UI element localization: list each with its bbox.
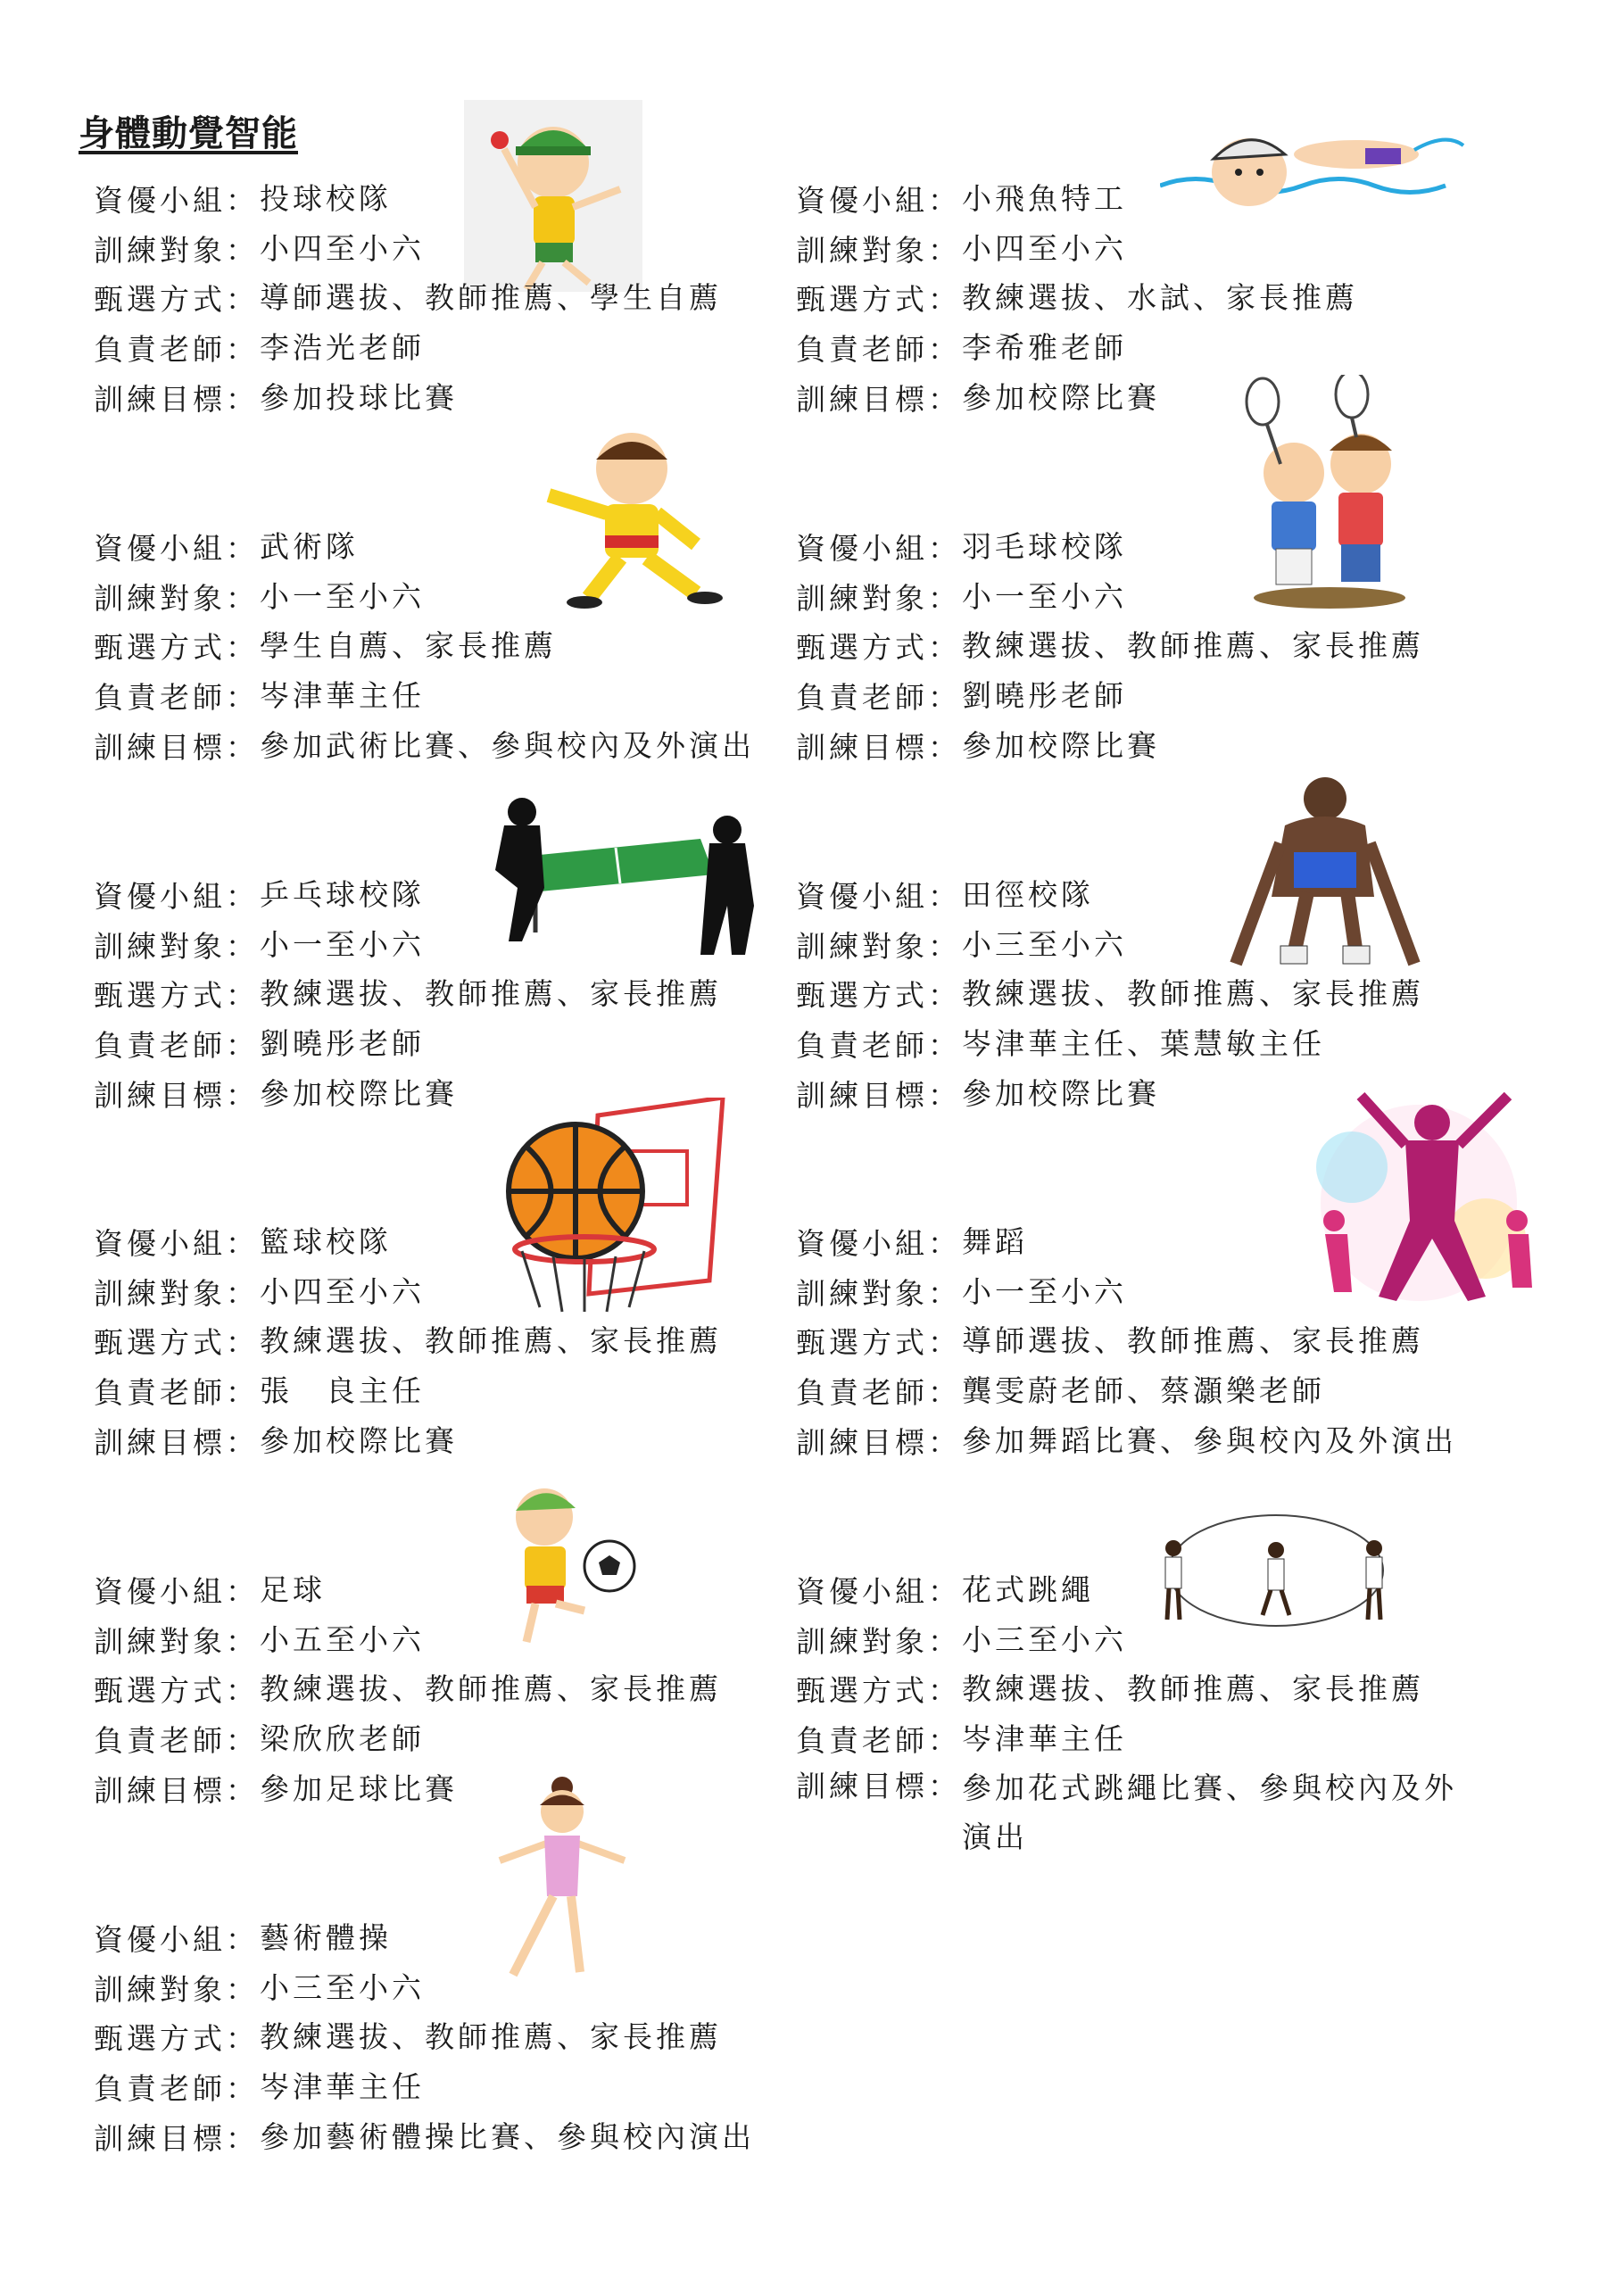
group-row (796, 870, 1474, 920)
group-row (796, 522, 1474, 572)
group-row (796, 174, 1474, 224)
goal-value: 參加校際比賽 (260, 1422, 458, 1458)
select-row (796, 969, 1474, 1019)
target-value: 小三至小六 (962, 1621, 1127, 1657)
goal-value: 參加校際比賽 (962, 379, 1160, 415)
goal-row (94, 2111, 772, 2161)
group-row (94, 870, 772, 920)
teacher-row (94, 671, 772, 721)
group-label: 資優小組： (94, 1922, 259, 1958)
goal-value: 參加投球比賽 (260, 379, 458, 415)
group-label: 資優小組： (796, 531, 961, 567)
select-value: 教練選拔、教師推薦、家長推薦 (962, 1671, 1424, 1707)
select-value: 教練選拔、教師推薦、家長推薦 (260, 1671, 722, 1707)
group-value: 田徑校隊 (962, 877, 1094, 913)
target-row (94, 1267, 772, 1317)
target-row (94, 920, 772, 970)
group-value: 足球 (260, 1572, 326, 1608)
teacher-row (94, 2062, 772, 2112)
teacher-label: 負責老師： (94, 680, 259, 716)
group-label: 資優小組： (94, 183, 259, 219)
select-label: 甄選方式： (796, 630, 961, 666)
goal-value: 參加藝術體操比賽、參與校內演出 (260, 2118, 755, 2154)
target-row (94, 1963, 772, 2013)
select-value: 導師選拔、教師推薦、學生自薦 (260, 280, 722, 316)
goal-row (94, 1068, 772, 1118)
goal-label: 訓練目標： (94, 2120, 259, 2156)
target-value: 小一至小六 (260, 926, 425, 962)
target-row (796, 1267, 1474, 1317)
group-value: 舞蹈 (962, 1224, 1028, 1260)
select-value: 教練選拔、教師推薦、家長推薦 (260, 2019, 722, 2055)
teacher-row (94, 1714, 772, 1764)
teacher-value: 張 良主任 (260, 1373, 425, 1409)
target-label: 訓練對象： (94, 928, 259, 964)
select-value: 教練選拔、教師推薦、家長推薦 (962, 628, 1424, 664)
goal-label: 訓練目標： (94, 1077, 259, 1113)
goal-value: 參加足球比賽 (260, 1770, 458, 1806)
group-label: 資優小組： (796, 1574, 961, 1610)
target-row (94, 224, 772, 274)
select-label: 甄選方式： (94, 978, 259, 1014)
teacher-value: 岑津華主任 (260, 678, 425, 714)
select-value: 學生自薦、家長推薦 (260, 628, 557, 664)
target-row (94, 1615, 772, 1665)
goal-value: 參加武術比賽、參與校內及外演出 (260, 727, 755, 763)
group-value: 花式跳繩 (962, 1572, 1094, 1608)
select-label: 甄選方式： (796, 1673, 961, 1709)
group-value: 武術隊 (260, 529, 359, 565)
select-label: 甄選方式： (796, 978, 961, 1014)
select-label: 甄選方式： (94, 2021, 259, 2057)
target-value: 小三至小六 (260, 1969, 425, 2005)
teacher-row (94, 323, 772, 373)
teacher-label: 負責老師： (94, 332, 259, 368)
group-row (94, 174, 772, 224)
goal-value: 參加校際比賽 (962, 1075, 1160, 1111)
group-label: 資優小組： (94, 879, 259, 915)
teacher-label: 負責老師： (94, 1723, 259, 1759)
teacher-row (796, 323, 1474, 373)
select-row (796, 621, 1474, 671)
target-row (94, 572, 772, 622)
target-label: 訓練對象： (796, 580, 961, 616)
select-label: 甄選方式： (94, 630, 259, 666)
goal-row (796, 372, 1474, 422)
select-value: 教練選拔、教師推薦、家長推薦 (962, 976, 1424, 1012)
group-label: 資優小組： (94, 1226, 259, 1262)
teacher-value: 岑津華主任 (260, 2069, 425, 2105)
group-label: 資優小組： (796, 183, 961, 219)
group-value: 藝術體操 (260, 1920, 392, 1956)
select-value: 教練選拔、教師推薦、家長推薦 (260, 976, 722, 1012)
goal-value: 參加校際比賽 (962, 727, 1160, 763)
teacher-label: 負責老師： (94, 1375, 259, 1411)
target-label: 訓練對象： (796, 1623, 961, 1659)
teacher-row (796, 1366, 1474, 1416)
goal-row (796, 1415, 1474, 1465)
select-label: 甄選方式： (94, 282, 259, 318)
goal-label: 訓練目標： (796, 1769, 961, 1804)
select-row (94, 1664, 772, 1714)
target-label: 訓練對象： (94, 1971, 259, 2007)
target-row (796, 920, 1474, 970)
target-value: 小四至小六 (260, 1273, 425, 1309)
select-label: 甄選方式： (94, 1673, 259, 1709)
teacher-label: 負責老師： (94, 2071, 259, 2107)
teacher-value: 龔雯蔚老師、蔡灝樂老師 (962, 1373, 1325, 1409)
select-value: 導師選拔、教師推薦、家長推薦 (962, 1323, 1424, 1359)
teacher-row (796, 1714, 1474, 1764)
group-value: 投球校隊 (260, 181, 392, 217)
group-label: 資優小組： (796, 1226, 961, 1262)
group-row (94, 1565, 772, 1615)
goal-row (94, 372, 772, 422)
team-block-9 (94, 1565, 772, 1813)
select-label: 甄選方式： (796, 1325, 961, 1361)
team-block-3 (94, 522, 772, 770)
group-row (94, 522, 772, 572)
select-row (796, 1316, 1474, 1366)
select-row (94, 2012, 772, 2062)
target-label: 訓練對象： (94, 1275, 259, 1311)
group-row (94, 1913, 772, 1963)
select-row (94, 969, 772, 1019)
target-label: 訓練對象： (796, 928, 961, 964)
goal-label: 訓練目標： (94, 381, 259, 417)
group-row (94, 1217, 772, 1267)
target-value: 小一至小六 (962, 578, 1127, 614)
target-value: 小四至小六 (962, 230, 1127, 266)
target-row (796, 1615, 1474, 1665)
teacher-row (94, 1366, 772, 1416)
teacher-label: 負責老師： (796, 1375, 961, 1411)
target-label: 訓練對象： (94, 1623, 259, 1659)
teacher-row (796, 1019, 1474, 1069)
goal-label: 訓練目標： (94, 1772, 259, 1808)
team-block-11 (94, 1913, 772, 2161)
teacher-value: 梁欣欣老師 (260, 1721, 425, 1757)
goal-label: 訓練目標： (796, 729, 961, 765)
group-label: 資優小組： (94, 1574, 259, 1610)
select-label: 甄選方式： (796, 282, 961, 318)
teacher-value: 李希雅老師 (962, 330, 1127, 366)
teacher-value: 岑津華主任、葉慧敏主任 (962, 1026, 1325, 1062)
teacher-value: 李浩光老師 (260, 330, 425, 366)
goal-label: 訓練目標： (796, 1077, 961, 1113)
goal-value: 參加花式跳繩比賽、參與校內及外演出 (962, 1770, 1457, 1855)
group-value: 籃球校隊 (260, 1224, 392, 1260)
group-label: 資優小組： (796, 879, 961, 915)
target-value: 小四至小六 (260, 230, 425, 266)
group-value: 乒乓球校隊 (260, 877, 425, 913)
team-block-7 (94, 1217, 772, 1465)
target-label: 訓練對象： (796, 1275, 961, 1311)
teacher-row (796, 671, 1474, 721)
team-block-2 (796, 174, 1474, 422)
team-block-10 (796, 1565, 1474, 1861)
goal-row (796, 720, 1474, 770)
teacher-value: 岑津華主任 (962, 1721, 1127, 1757)
select-row (796, 273, 1474, 323)
team-block-1 (94, 174, 772, 422)
team-block-8 (796, 1217, 1474, 1465)
select-row (94, 1316, 772, 1366)
goal-value: 參加舞蹈比賽、參與校內及外演出 (962, 1422, 1457, 1458)
goal-label: 訓練目標： (94, 1424, 259, 1460)
goal-label: 訓練目標： (796, 1424, 961, 1460)
target-row (796, 572, 1474, 622)
select-row (94, 273, 772, 323)
goal-label: 訓練目標： (796, 381, 961, 417)
group-value: 羽毛球校隊 (962, 529, 1127, 565)
select-row (796, 1664, 1474, 1714)
goal-row (94, 1415, 772, 1465)
select-row (94, 621, 772, 671)
goal-value: 參加校際比賽 (260, 1075, 458, 1111)
target-value: 小五至小六 (260, 1621, 425, 1657)
goal-row (94, 1763, 772, 1813)
teacher-value: 劉曉彤老師 (962, 678, 1127, 714)
team-block-5 (94, 870, 772, 1118)
goal-label: 訓練目標： (94, 729, 259, 765)
group-label: 資優小組： (94, 531, 259, 567)
goal-row (796, 1763, 1474, 1861)
teacher-value: 劉曉彤老師 (260, 1026, 425, 1062)
target-label: 訓練對象： (94, 232, 259, 268)
page-title: 身體動覺智能 (79, 112, 298, 154)
select-value: 教練選拔、水試、家長推薦 (962, 280, 1358, 316)
teacher-label: 負責老師： (796, 1723, 961, 1759)
target-value: 小一至小六 (962, 1273, 1127, 1309)
group-row (796, 1217, 1474, 1267)
group-row (796, 1565, 1474, 1615)
target-label: 訓練對象： (796, 232, 961, 268)
teacher-label: 負責老師： (796, 1028, 961, 1064)
team-block-6 (796, 870, 1474, 1118)
teacher-label: 負責老師： (94, 1028, 259, 1064)
target-row (796, 224, 1474, 274)
goal-row (796, 1068, 1474, 1118)
target-label: 訓練對象： (94, 580, 259, 616)
select-label: 甄選方式： (94, 1325, 259, 1361)
target-value: 小三至小六 (962, 926, 1127, 962)
team-block-4 (796, 522, 1474, 770)
teacher-label: 負責老師： (796, 332, 961, 368)
teacher-row (94, 1019, 772, 1069)
group-value: 小飛魚特工 (962, 181, 1127, 217)
teacher-label: 負責老師： (796, 680, 961, 716)
goal-row (94, 720, 772, 770)
target-value: 小一至小六 (260, 578, 425, 614)
select-value: 教練選拔、教師推薦、家長推薦 (260, 1323, 722, 1359)
